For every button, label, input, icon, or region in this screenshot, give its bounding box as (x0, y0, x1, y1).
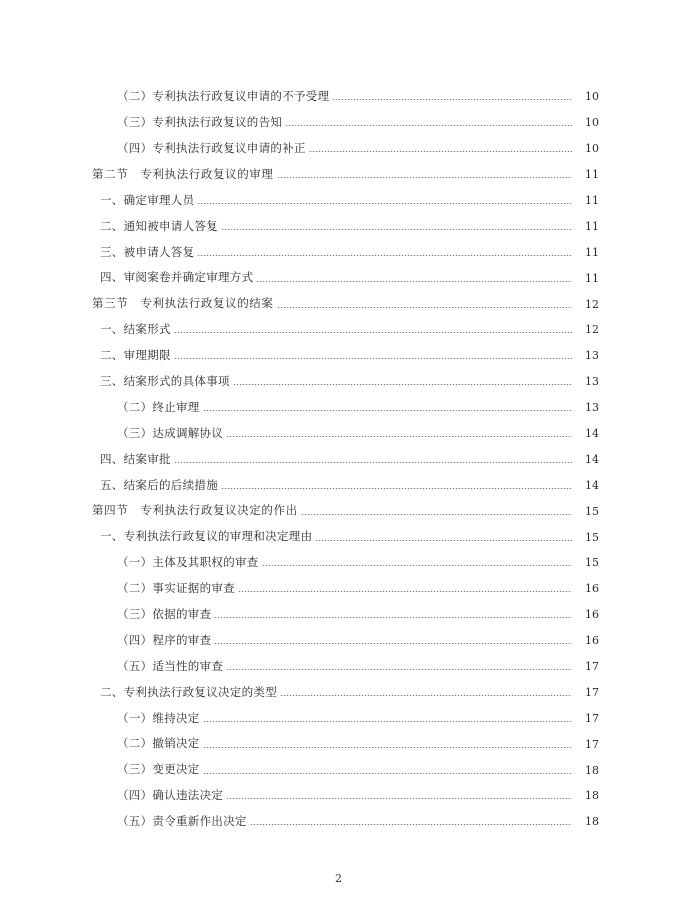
toc-dot-leader (301, 514, 572, 515)
toc-dot-leader (174, 358, 572, 359)
toc-entry[interactable] (0, 291, 677, 317)
toc-dot-leader (285, 125, 572, 126)
toc-entry[interactable] (0, 654, 677, 680)
page-number: 2 (335, 872, 342, 885)
toc-dot-leader (203, 773, 572, 774)
toc-entry-page: 15 (585, 530, 599, 544)
toc-entry-page: 18 (585, 815, 599, 829)
toc-entry-page: 15 (585, 556, 599, 570)
toc-entry-page: 12 (585, 323, 599, 337)
toc-entry-title: （五）责令重新作出决定 (117, 814, 247, 829)
toc-entry[interactable] (0, 369, 677, 395)
toc-dot-leader (332, 99, 572, 100)
toc-entry[interactable] (0, 395, 677, 421)
toc-entry-page: 10 (585, 116, 599, 130)
toc-entry[interactable] (0, 446, 677, 472)
toc-entry-title: 三、被申请人答复 (100, 244, 195, 259)
toc-entry-page: 18 (585, 763, 599, 777)
toc-entry-page: 14 (585, 427, 599, 441)
toc-entry[interactable] (0, 705, 677, 731)
toc-entry-title: 一、确定审理人员 (100, 192, 195, 207)
toc-entry-title: 二、审理期限 (100, 348, 171, 363)
toc-entry-page: 14 (585, 478, 599, 492)
toc-entry-title: 五、结案后的后续措施 (100, 477, 218, 492)
toc-entry[interactable] (0, 162, 677, 188)
toc-entry-page: 13 (585, 349, 599, 363)
toc-entry[interactable] (0, 239, 677, 265)
toc-dot-leader (197, 203, 572, 204)
toc-entry[interactable] (0, 421, 677, 447)
toc-entry-page: 11 (585, 168, 599, 182)
toc-entry-title: （一）维持决定 (117, 710, 200, 725)
toc-entry-title: （二）专利执法行政复议申请的不予受理 (117, 89, 330, 104)
toc-entry[interactable] (0, 731, 677, 757)
toc-dot-leader (250, 824, 572, 825)
toc-dot-leader (197, 255, 572, 256)
toc-entry[interactable] (0, 576, 677, 602)
toc-dot-leader (238, 591, 572, 592)
toc-dot-leader (174, 332, 572, 333)
toc-entry-page: 14 (585, 452, 599, 466)
toc-entry[interactable] (0, 602, 677, 628)
toc-entry[interactable] (0, 110, 677, 136)
toc-dot-leader (214, 617, 572, 618)
toc-entry-page: 17 (585, 737, 599, 751)
toc-entry-title: （一）主体及其职权的审查 (117, 555, 259, 570)
toc-dot-leader (233, 384, 572, 385)
toc-entry[interactable] (0, 679, 677, 705)
toc-entry[interactable] (0, 628, 677, 654)
toc-entry[interactable] (0, 524, 677, 550)
toc-dot-leader (203, 721, 572, 722)
toc-entry-title: 四、结案审批 (100, 451, 171, 466)
toc-dot-leader (221, 229, 572, 230)
toc-entry-page: 11 (585, 245, 599, 259)
toc-dot-leader (203, 747, 572, 748)
toc-dot-leader (174, 462, 572, 463)
toc-dot-leader (226, 669, 572, 670)
toc-dot-leader (309, 151, 572, 152)
toc-entry-title: （三）专利执法行政复议的告知 (117, 115, 283, 130)
toc-entry-title: （五）适当性的审查 (117, 658, 224, 673)
toc-dot-leader (214, 643, 572, 644)
toc-dot-leader (262, 565, 572, 566)
toc-entry-title: （四）专利执法行政复议申请的补正 (117, 140, 306, 155)
toc-entry[interactable] (0, 472, 677, 498)
toc-entry[interactable] (0, 265, 677, 291)
toc-entry[interactable] (0, 757, 677, 783)
toc-entry-title: 三、结案形式的具体事项 (100, 373, 230, 388)
toc-entry-page: 11 (585, 219, 599, 233)
toc-entry-title: 二、通知被申请人答复 (100, 218, 218, 233)
toc-entry-title: （四）确认违法决定 (117, 788, 224, 803)
toc-dot-leader (277, 307, 573, 308)
toc-dot-leader (277, 177, 573, 178)
toc-entry-page: 11 (585, 194, 599, 207)
toc-entry-title: （二）终止审理 (117, 399, 200, 414)
toc-dot-leader (221, 488, 572, 489)
toc-entry-title: 一、专利执法行政复议的审理和决定理由 (100, 529, 313, 544)
toc-entry[interactable] (0, 136, 677, 162)
toc-entry-page: 10 (585, 90, 599, 104)
toc-entry[interactable] (0, 84, 677, 110)
toc-entry[interactable] (0, 809, 677, 835)
toc-entry[interactable] (0, 188, 677, 214)
toc-entry-page: 17 (585, 660, 599, 674)
toc-entry-page: 16 (585, 634, 599, 648)
toc-entry-page: 18 (585, 789, 599, 803)
toc-entry-title: 第四节 专利执法行政复议决定的作出 (92, 503, 298, 518)
toc-dot-leader (315, 540, 572, 541)
toc-entry-title: （三）达成调解协议 (117, 425, 224, 440)
toc-entry-title: （二）事实证据的审查 (117, 581, 235, 596)
toc-entry[interactable] (0, 550, 677, 576)
toc-entry[interactable] (0, 498, 677, 524)
toc-dot-leader (256, 281, 572, 282)
toc-entry-page: 17 (585, 711, 599, 725)
toc-entry-page: 12 (585, 297, 599, 311)
toc-entry-title: （二）撤销决定 (117, 736, 200, 751)
toc-entry-page: 11 (585, 271, 599, 285)
toc-dot-leader (226, 798, 572, 799)
toc-entry[interactable] (0, 343, 677, 369)
toc-entry-title: 二、专利执法行政复议决定的类型 (100, 684, 277, 699)
toc-entry-title: （三）变更决定 (117, 762, 200, 777)
toc-entry-page: 15 (585, 504, 599, 518)
toc-dot-leader (226, 436, 572, 437)
toc-entry-page: 13 (585, 375, 599, 389)
toc-entry-title: 一、结案形式 (100, 322, 171, 337)
toc-entry-page: 16 (585, 582, 599, 596)
toc-dot-leader (280, 695, 572, 696)
toc-dot-leader (203, 410, 572, 411)
toc-entry-title: 第三节 专利执法行政复议的结案 (92, 296, 274, 311)
table-of-contents (0, 84, 677, 835)
toc-entry-page: 13 (585, 401, 599, 415)
toc-entry-page: 10 (585, 142, 599, 156)
toc-entry-title: 四、审阅案卷并确定审理方式 (100, 270, 254, 285)
toc-entry-page: 16 (585, 608, 599, 622)
toc-entry-title: 第二节 专利执法行政复议的审理 (92, 166, 274, 181)
toc-entry[interactable] (0, 317, 677, 343)
toc-entry[interactable] (0, 783, 677, 809)
toc-entry-title: （三）依据的审查 (117, 607, 212, 621)
toc-entry-page: 17 (585, 685, 599, 699)
toc-entry-title: （四）程序的审查 (117, 632, 212, 647)
toc-entry[interactable] (0, 213, 677, 239)
